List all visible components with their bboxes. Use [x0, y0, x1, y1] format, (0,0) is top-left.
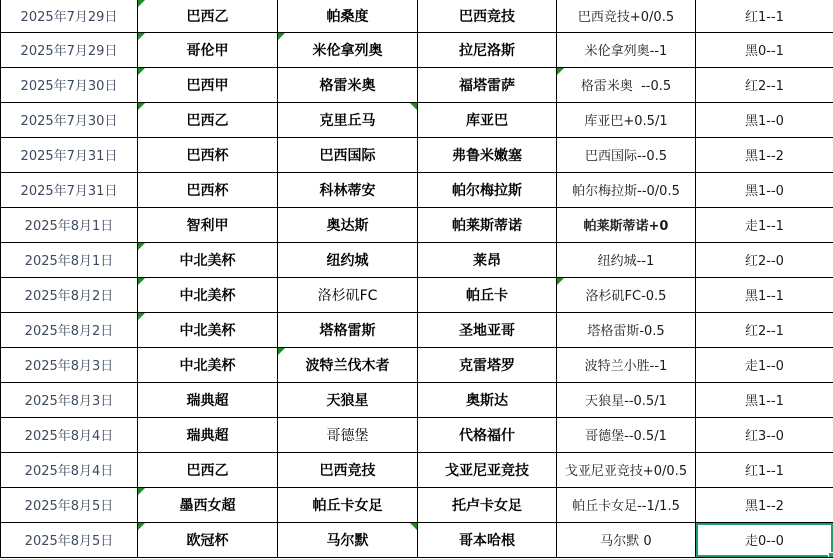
cell-home-team-row14[interactable]: 巴西竞技	[278, 452, 418, 487]
error-indicator-triangle-icon	[278, 348, 285, 355]
table-row	[1, 417, 833, 452]
cell-away-team-row2[interactable]: 拉尼洛斯	[418, 32, 557, 67]
cell-date-row10[interactable]: 2025年8月2日	[1, 312, 138, 347]
cell-league-row1[interactable]: 巴西乙	[138, 0, 278, 32]
cell-away-team-row6[interactable]: 帕尔梅拉斯	[418, 172, 557, 207]
cell-result-row2[interactable]: 黑0--1	[696, 32, 833, 67]
cell-handicap-row8[interactable]: 纽约城--1	[557, 242, 696, 277]
table-row	[1, 312, 833, 347]
error-indicator-triangle-icon	[138, 523, 145, 530]
cell-away-team-row8[interactable]: 莱昂	[418, 242, 557, 277]
cell-league-row3[interactable]: 巴西甲	[138, 67, 278, 102]
cell-home-team-row6[interactable]: 科林蒂安	[278, 172, 418, 207]
table-row	[1, 382, 833, 417]
cell-date-row1[interactable]: 2025年7月29日	[1, 0, 138, 32]
cell-away-team-row14[interactable]: 戈亚尼亚竞技	[418, 452, 557, 487]
cell-away-team-row16[interactable]: 哥本哈根	[418, 522, 557, 557]
cell-away-team-row9[interactable]: 帕丘卡	[418, 277, 557, 312]
error-indicator-triangle-icon	[138, 243, 145, 250]
cell-handicap-row4[interactable]: 库亚巴+0.5/1	[557, 102, 696, 137]
table-row	[1, 242, 833, 277]
cell-result-row15[interactable]: 黑1--2	[696, 487, 833, 522]
cell-result-row14[interactable]: 红1--1	[696, 452, 833, 487]
cell-handicap-row7[interactable]: 帕莱斯蒂诺+0	[557, 207, 696, 242]
cell-handicap-row1[interactable]: 巴西竞技+0/0.5	[557, 0, 696, 32]
cell-result-row11[interactable]: 走1--0	[696, 347, 833, 382]
cell-league-row8[interactable]: 中北美杯	[138, 242, 278, 277]
cell-handicap-row2[interactable]: 米伦拿列奥--1	[557, 32, 696, 67]
cell-league-row5[interactable]: 巴西杯	[138, 137, 278, 172]
table-row	[1, 277, 833, 312]
cell-away-team-row13[interactable]: 代格福什	[418, 417, 557, 452]
table-row	[1, 487, 833, 522]
cell-handicap-row6[interactable]: 帕尔梅拉斯--0/0.5	[557, 172, 696, 207]
cell-result-row3[interactable]: 红2--1	[696, 67, 833, 102]
cell-result-row16[interactable]: 走0--0	[696, 522, 833, 557]
cell-result-row8[interactable]: 红2--0	[696, 242, 833, 277]
cell-date-row16[interactable]: 2025年8月5日	[1, 522, 138, 557]
table-row	[1, 452, 833, 487]
table-row	[1, 207, 833, 242]
cell-league-row10[interactable]: 中北美杯	[138, 312, 278, 347]
cell-away-team-row7[interactable]: 帕莱斯蒂诺	[418, 207, 557, 242]
cell-handicap-row16[interactable]: 马尔默 0	[557, 522, 696, 557]
table-row	[1, 522, 833, 557]
error-indicator-triangle-icon	[138, 33, 145, 40]
error-indicator-triangle-icon	[557, 68, 564, 75]
cell-home-team-row10[interactable]: 塔格雷斯	[278, 312, 418, 347]
cell-date-row8[interactable]: 2025年8月1日	[1, 242, 138, 277]
cell-home-team-row2[interactable]: 米伦拿列奥	[278, 32, 418, 67]
cell-league-row11[interactable]: 中北美杯	[138, 347, 278, 382]
cell-result-row9[interactable]: 黑1--1	[696, 277, 833, 312]
cell-away-team-row12[interactable]: 奥斯达	[418, 382, 557, 417]
cell-date-row4[interactable]: 2025年7月30日	[1, 102, 138, 137]
error-indicator-triangle-icon	[138, 68, 145, 75]
cell-home-team-row1[interactable]: 帕桑度	[278, 0, 418, 32]
cell-result-row4[interactable]: 黑1--0	[696, 102, 833, 137]
cell-home-team-row3[interactable]: 格雷米奥	[278, 67, 418, 102]
table-row	[1, 0, 833, 32]
cell-home-team-row4[interactable]: 克里丘马	[278, 102, 418, 137]
cell-date-row9[interactable]: 2025年8月2日	[1, 277, 138, 312]
cell-away-team-row5[interactable]: 弗鲁米嫩塞	[418, 137, 557, 172]
cell-away-team-row11[interactable]: 克雷塔罗	[418, 347, 557, 382]
error-indicator-triangle-icon	[138, 313, 145, 320]
cell-away-team-row4[interactable]: 库亚巴	[418, 102, 557, 137]
cell-league-row14[interactable]: 巴西乙	[138, 452, 278, 487]
error-indicator-triangle-icon	[557, 278, 564, 285]
cell-date-row11[interactable]: 2025年8月3日	[1, 347, 138, 382]
error-indicator-triangle-icon	[410, 103, 417, 110]
cell-league-row15[interactable]: 墨西女超	[138, 487, 278, 522]
cell-result-row10[interactable]: 红2--1	[696, 312, 833, 347]
table-row	[1, 137, 833, 172]
active-cell-selection-border	[696, 522, 833, 557]
cell-home-team-row16[interactable]: 马尔默	[278, 522, 418, 557]
cell-result-row5[interactable]: 黑1--2	[696, 137, 833, 172]
cell-handicap-row3[interactable]: 格雷米奥 --0.5	[557, 67, 696, 102]
cell-league-row7[interactable]: 智利甲	[138, 207, 278, 242]
cell-home-team-row8[interactable]: 纽约城	[278, 242, 418, 277]
table-row	[1, 347, 833, 382]
cell-date-row2[interactable]: 2025年7月29日	[1, 32, 138, 67]
table-row	[1, 67, 833, 102]
cell-result-row13[interactable]: 红3--0	[696, 417, 833, 452]
table-row	[1, 102, 833, 137]
cell-away-team-row15[interactable]: 托卢卡女足	[418, 487, 557, 522]
cell-handicap-row12[interactable]: 天狼星--0.5/1	[557, 382, 696, 417]
cell-date-row13[interactable]: 2025年8月4日	[1, 417, 138, 452]
cell-league-row13[interactable]: 瑞典超	[138, 417, 278, 452]
cell-home-team-row12[interactable]: 天狼星	[278, 382, 418, 417]
cell-date-row7[interactable]: 2025年8月1日	[1, 207, 138, 242]
cell-league-row6[interactable]: 巴西杯	[138, 172, 278, 207]
error-indicator-triangle-icon	[138, 278, 145, 285]
cell-league-row9[interactable]: 中北美杯	[138, 277, 278, 312]
cell-date-row15[interactable]: 2025年8月5日	[1, 487, 138, 522]
cell-handicap-row9[interactable]: 洛杉矶FC-0.5	[557, 277, 696, 312]
cell-handicap-row10[interactable]: 塔格雷斯-0.5	[557, 312, 696, 347]
cell-away-team-row3[interactable]: 福塔雷萨	[418, 67, 557, 102]
cell-handicap-row13[interactable]: 哥德堡--0.5/1	[557, 417, 696, 452]
cell-league-row2[interactable]: 哥伦甲	[138, 32, 278, 67]
error-indicator-triangle-icon	[138, 103, 145, 110]
cell-home-team-row7[interactable]: 奥达斯	[278, 207, 418, 242]
error-indicator-triangle-icon	[410, 523, 417, 530]
cell-date-row3[interactable]: 2025年7月30日	[1, 67, 138, 102]
cell-date-row6[interactable]: 2025年7月31日	[1, 172, 138, 207]
cell-result-row7[interactable]: 走1--1	[696, 207, 833, 242]
error-indicator-triangle-icon	[278, 33, 285, 40]
cell-handicap-row14[interactable]: 戈亚尼亚竞技+0/0.5	[557, 452, 696, 487]
cell-league-row16[interactable]: 欧冠杯	[138, 522, 278, 557]
cell-handicap-row5[interactable]: 巴西国际--0.5	[557, 137, 696, 172]
cell-result-row12[interactable]: 黑1--1	[696, 382, 833, 417]
cell-handicap-row15[interactable]: 帕丘卡女足--1/1.5	[557, 487, 696, 522]
cell-away-team-row1[interactable]: 巴西竞技	[418, 0, 557, 32]
cell-away-team-row10[interactable]: 圣地亚哥	[418, 312, 557, 347]
cell-home-team-row11[interactable]: 波特兰伐木者	[278, 347, 418, 382]
table-row	[1, 172, 833, 207]
fill-handle[interactable]	[828, 552, 833, 558]
cell-result-row6[interactable]: 黑1--0	[696, 172, 833, 207]
cell-date-row14[interactable]: 2025年8月4日	[1, 452, 138, 487]
cell-date-row5[interactable]: 2025年7月31日	[1, 137, 138, 172]
cell-home-team-row13[interactable]: 哥德堡	[278, 417, 418, 452]
cell-league-row12[interactable]: 瑞典超	[138, 382, 278, 417]
error-indicator-triangle-icon	[138, 0, 145, 7]
cell-handicap-row11[interactable]: 波特兰小胜--1	[557, 347, 696, 382]
cell-home-team-row15[interactable]: 帕丘卡女足	[278, 487, 418, 522]
cell-result-row1[interactable]: 红1--1	[696, 0, 833, 32]
cell-home-team-row5[interactable]: 巴西国际	[278, 137, 418, 172]
error-indicator-triangle-icon	[138, 488, 145, 495]
cell-home-team-row9[interactable]: 洛杉矶FC	[278, 277, 418, 312]
cell-date-row12[interactable]: 2025年8月3日	[1, 382, 138, 417]
table-row	[1, 32, 833, 67]
cell-league-row4[interactable]: 巴西乙	[138, 102, 278, 137]
